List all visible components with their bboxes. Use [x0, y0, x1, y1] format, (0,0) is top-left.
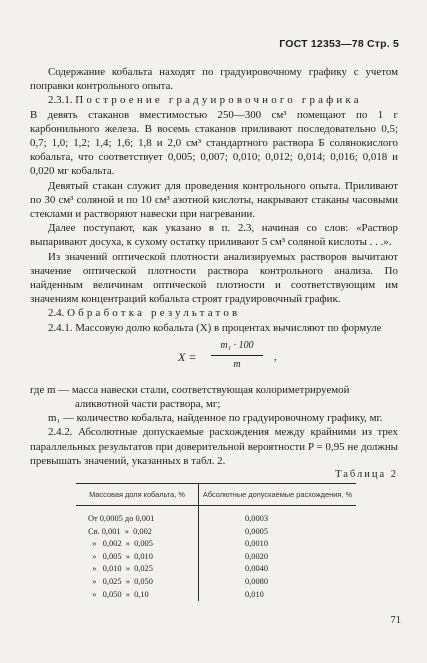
table-cell-range: » 0,002 » 0,005: [76, 538, 199, 551]
table-row: [76, 563, 356, 576]
paragraph-further: Далее поступают, как указано в п. 2.3, начиная со слов: «Раствор выпаривают досуха, к сухому остатку приливают 5 см³ соляной кислоты . . .».: [30, 222, 398, 249]
body-text: [30, 65, 398, 482]
table-cell-range: Св. 0,001 » 0,002: [76, 526, 199, 539]
section-heading: Построение градуировочного графика: [75, 94, 362, 107]
where-m: где m — масса навески стали, соответствующая колориметрируемой: [30, 383, 350, 396]
table-cell-value: 0,0080: [245, 576, 269, 586]
section-number: 2.3.1.: [48, 94, 73, 107]
table-cell-value: 0,0040: [245, 564, 269, 574]
where-m-cont: аликвотной части раствора, мг;: [75, 398, 221, 411]
section-heading: Обработка результатов: [67, 307, 241, 320]
table-cell-range: » 0,005 » 0,010: [76, 551, 199, 564]
table-cell-value: 0,0003: [245, 514, 269, 523]
tolerance-table: [76, 483, 356, 601]
table-caption: Таблица 2: [335, 469, 398, 481]
formula-lhs: X =: [178, 349, 197, 364]
table-cell-value: 0,010: [245, 589, 264, 599]
table-cell-value: 0,0010: [245, 539, 269, 549]
paragraph-optical: Из значений оптической плотности анализируемых растворов вычитают значение оптической плотности раствора контрольного анализа. По найденным величинам оптической плотности и соответствующим им значениям концентраций кобальта строят градуировочный график.: [30, 250, 398, 306]
table-cell-range: От 0,0005 до 0,001: [76, 506, 199, 526]
page-header: ГОСТ 12353—78 Стр. 5: [279, 38, 399, 50]
paragraph-tolerances: 2.4.2. Абсолютные допускаемые расхождения между крайними из трех параллельных результатов при доверительной вероятности P = 0,95 не должны превышать значений, указанных в табл. 2.: [30, 426, 398, 467]
formula-denominator: m: [233, 359, 241, 371]
paragraph-formula-intro: 2.4.1. Массовую долю кобальта (X) в процентах вычисляют по формуле: [48, 321, 382, 334]
section-number: 2.4.: [48, 307, 65, 320]
paragraph-content: Содержание кобальта находят по градуировочному графику с учетом поправки контрольного опыта.: [30, 66, 398, 93]
table-cell-range: » 0,050 » 0,10: [76, 589, 199, 602]
table-header-cobalt: Массовая доля кобальта, %: [76, 484, 199, 506]
table-row: [76, 589, 356, 602]
where-m1: m₁ — количество кобальта, найденное по градуировочному графику, мг.: [48, 412, 383, 425]
paragraph-control: Девятый стакан служит для проведения контрольного опыта. Приливают по 30 см³ соляной и по 10 см³ азотной кислоты, накрывают стаканы часовыми стеклами и растворяют навески при нагревании.: [30, 179, 398, 221]
table-cell-value: 0,0020: [245, 551, 269, 561]
table-row: [76, 538, 356, 551]
table-header-tolerance: Абсолютные допускаемые расхождения, %: [199, 484, 357, 506]
formula-comma: ,: [274, 350, 277, 363]
page-number: 71: [390, 615, 401, 626]
section-2-3-1: [30, 93, 398, 107]
formula-fraction: [211, 339, 263, 372]
table-cell-range: » 0,025 » 0,050: [76, 576, 199, 589]
table-cell-range: » 0,010 » 0,025: [76, 563, 199, 576]
table-row: [76, 526, 356, 539]
table-cell-value: 0,0005: [245, 526, 269, 536]
table-row: [76, 506, 356, 526]
table-row: [76, 576, 356, 589]
paragraph-calibration: В девять стаканов вместимостью 250—300 см³ помещают по 1 г карбонильного железа. В восемь стаканов приливают последовательно 0,5; 0,7; 1,0; 1,2; 1,4; 1,6; 1,8 и 2,0 см³ стандартного раствора Б солянокислого кобальта, что соответствует 0,005; 0,007; 0,010; 0,012; 0,014; 0,016; 0,018 и 0,020 мг кобальта.: [30, 108, 398, 178]
table-row: [76, 551, 356, 564]
formula: [30, 339, 398, 377]
section-2-4: [30, 306, 398, 320]
table-header-row: [76, 484, 356, 506]
formula-numerator: m₁ · 100: [211, 339, 263, 356]
